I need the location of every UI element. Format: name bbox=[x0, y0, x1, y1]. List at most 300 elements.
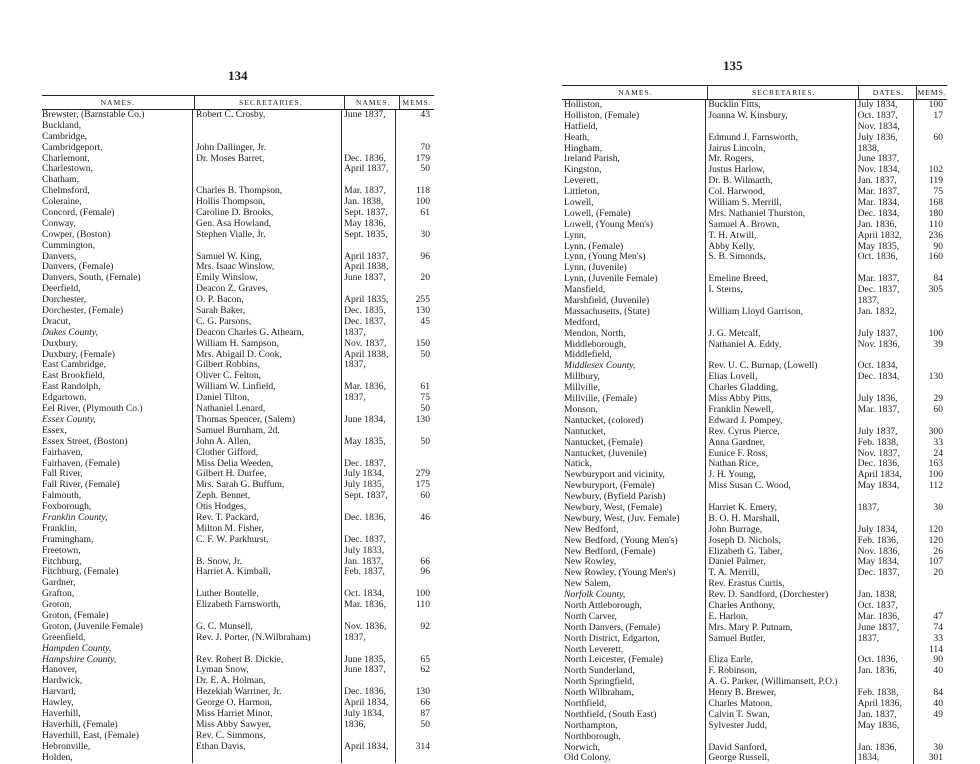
date-cell: April 1837, bbox=[341, 252, 395, 263]
date-cell: Dec. 1837, bbox=[855, 568, 913, 579]
header-secretaries: SECRETARIES. bbox=[707, 86, 858, 99]
secretary-cell: Rev. C. Simmons, bbox=[192, 731, 341, 742]
members-cell: 66 bbox=[395, 698, 434, 709]
name-cell: Hingham, bbox=[564, 143, 603, 154]
date-cell: July 1835, bbox=[341, 480, 395, 491]
secretary-cell: Mrs. Nathaniel Thurston, bbox=[705, 209, 854, 220]
secretary-cell: I. Sterns, bbox=[705, 285, 854, 296]
date-cell bbox=[341, 753, 395, 764]
date-cell: June 1837, bbox=[855, 623, 913, 634]
date-cell: Dec. 1837, bbox=[341, 535, 395, 546]
name-cell: Essex Street, (Boston) bbox=[42, 436, 128, 447]
secretary-cell: Thomas Spencer, (Salem) bbox=[192, 415, 341, 426]
members-cell: 84 bbox=[913, 688, 947, 699]
date-cell bbox=[855, 416, 913, 427]
table-row bbox=[42, 415, 434, 426]
name-cell: Lynn, (Young Men's) bbox=[564, 252, 646, 263]
date-cell: June 1837, bbox=[341, 110, 395, 121]
page-number: 134 bbox=[228, 68, 248, 83]
secretary-cell: Miss Abby Pitts, bbox=[705, 394, 854, 405]
table-row bbox=[42, 339, 434, 350]
table-row bbox=[42, 121, 434, 132]
name-cell: Falmouth, bbox=[42, 491, 82, 502]
secretary-cell: Dr. E. A. Holman, bbox=[192, 676, 341, 687]
date-cell: Dec. 1835, bbox=[341, 306, 395, 317]
members-cell: 120 bbox=[913, 525, 947, 536]
name-cell: Danvers, (Female) bbox=[42, 262, 114, 273]
secretary-cell: Nathan Rice, bbox=[705, 459, 854, 470]
members-cell bbox=[913, 144, 947, 155]
secretary-cell: Sylvester Judd, bbox=[705, 721, 854, 732]
table-row bbox=[562, 405, 947, 416]
table-row bbox=[42, 480, 434, 491]
members-cell bbox=[395, 644, 434, 655]
secretary-cell: Sarah Baker, bbox=[192, 306, 341, 317]
name-cell: Lowell, (Young Men's) bbox=[564, 219, 653, 230]
name-cell: Fairhaven, bbox=[42, 447, 83, 458]
members-cell: 118 bbox=[395, 186, 434, 197]
date-cell: Feb. 1838, bbox=[855, 688, 913, 699]
secretary-cell: Oliver C. Felton, bbox=[192, 371, 341, 382]
table-row bbox=[42, 241, 434, 252]
members-cell bbox=[395, 753, 434, 764]
table-row bbox=[562, 459, 947, 470]
name-cell: Groton, (Female) bbox=[42, 610, 109, 621]
secretary-cell: E. Harlon, bbox=[705, 612, 854, 623]
society-table bbox=[42, 95, 434, 763]
table-row bbox=[42, 208, 434, 219]
table-row bbox=[562, 732, 947, 743]
date-cell bbox=[855, 677, 913, 688]
name-cell: Fitchburg, (Female) bbox=[42, 567, 119, 578]
members-cell: 100 bbox=[913, 470, 947, 481]
table-row bbox=[42, 687, 434, 698]
secretary-cell: Miss Delia Weeden, bbox=[192, 459, 341, 470]
members-cell: 43 bbox=[395, 110, 434, 121]
table-row bbox=[562, 187, 947, 198]
secretary-cell: Rev. Erastus Curtis, bbox=[705, 579, 854, 590]
table-row bbox=[562, 285, 947, 296]
members-cell bbox=[395, 360, 434, 371]
table-row bbox=[562, 427, 947, 438]
table-row bbox=[562, 557, 947, 568]
date-cell: Nov. 1834, bbox=[855, 122, 913, 133]
secretary-cell: Ethan Davis, bbox=[192, 742, 341, 753]
secretary-cell: B. O. H. Marshall, bbox=[705, 514, 854, 525]
name-cell: Haverhill, East, (Female) bbox=[42, 730, 139, 741]
members-cell: 130 bbox=[395, 306, 434, 317]
members-cell: 46 bbox=[395, 513, 434, 524]
members-cell bbox=[395, 328, 434, 339]
members-cell bbox=[395, 633, 434, 644]
secretary-cell: Stephen Vialle, Jr. bbox=[192, 230, 341, 241]
name-cell: Charlestown, bbox=[42, 164, 93, 175]
secretary-cell bbox=[192, 175, 341, 186]
table-row bbox=[42, 676, 434, 687]
members-cell bbox=[913, 296, 947, 307]
members-cell: 39 bbox=[913, 340, 947, 351]
name-cell: Franklin, bbox=[42, 523, 77, 534]
members-cell bbox=[913, 677, 947, 688]
secretary-cell bbox=[192, 121, 341, 132]
table-row bbox=[562, 514, 947, 525]
secretary-cell: Samuel W. King, bbox=[192, 252, 341, 263]
date-cell: Mar. 1836, bbox=[855, 612, 913, 623]
date-cell bbox=[855, 318, 913, 329]
date-cell: July 1834, bbox=[341, 469, 395, 480]
name-cell: Harvard, bbox=[42, 687, 76, 698]
secretary-cell: Jairus Lincoln, bbox=[705, 144, 854, 155]
members-cell: 47 bbox=[913, 612, 947, 623]
table-row bbox=[562, 318, 947, 329]
date-cell: Oct. 1836, bbox=[855, 252, 913, 263]
table-row bbox=[42, 175, 434, 186]
name-cell: Haverhill, bbox=[42, 708, 81, 719]
date-cell bbox=[341, 611, 395, 622]
name-cell: Lynn, (Juvenile) bbox=[564, 263, 627, 274]
name-cell: New Rowley, (Young Men's) bbox=[564, 568, 676, 579]
name-cell: East Cambridge, bbox=[42, 360, 106, 371]
secretary-cell: O. P. Bacon, bbox=[192, 295, 341, 306]
secretary-cell bbox=[192, 241, 341, 252]
secretary-cell: G. C. Munsell, bbox=[192, 622, 341, 633]
members-cell bbox=[395, 546, 434, 557]
date-cell: June 1835, bbox=[341, 655, 395, 666]
date-cell: 1838, bbox=[855, 144, 913, 155]
name-cell: Hardwick, bbox=[42, 676, 83, 687]
name-cell: Lowell, (Female) bbox=[564, 208, 631, 219]
secretary-cell: Caroline D. Brooks, bbox=[192, 208, 341, 219]
name-cell: Hampshire County, bbox=[42, 654, 117, 665]
table-row bbox=[562, 503, 947, 514]
table-row bbox=[42, 578, 434, 589]
secretary-cell: Charles Anthony, bbox=[705, 601, 854, 612]
secretary-cell bbox=[192, 578, 341, 589]
members-cell bbox=[395, 578, 434, 589]
name-cell: New Salem, bbox=[564, 579, 611, 590]
date-cell: April 1835, bbox=[341, 295, 395, 306]
members-cell bbox=[913, 721, 947, 732]
date-cell: Jan. 1837, bbox=[855, 710, 913, 721]
members-cell bbox=[395, 459, 434, 470]
date-cell: Jan. 1836, bbox=[855, 220, 913, 231]
members-cell: 29 bbox=[913, 394, 947, 405]
members-cell bbox=[395, 371, 434, 382]
members-cell: 110 bbox=[395, 600, 434, 611]
name-cell: Newburyport, (Female) bbox=[564, 481, 655, 492]
secretary-cell: Robert C. Crosby, bbox=[192, 110, 341, 121]
table-row bbox=[42, 459, 434, 470]
name-cell: Haverhill, (Female) bbox=[42, 719, 118, 730]
secretary-cell: Mrs. Abigail D. Cook, bbox=[192, 350, 341, 361]
date-cell: Nov. 1834, bbox=[855, 165, 913, 176]
members-cell: 50 bbox=[395, 350, 434, 361]
name-cell: Hampden County, bbox=[42, 643, 112, 654]
name-cell: Leverett, bbox=[564, 176, 599, 187]
members-cell: 30 bbox=[395, 230, 434, 241]
table-row bbox=[42, 154, 434, 165]
date-cell bbox=[341, 676, 395, 687]
table-row bbox=[562, 623, 947, 634]
secretary-cell: Milton M. Fisher, bbox=[192, 524, 341, 535]
table-row bbox=[42, 360, 434, 371]
name-cell: Deerfield, bbox=[42, 284, 81, 295]
date-cell: July 1837, bbox=[855, 329, 913, 340]
secretary-cell bbox=[705, 296, 854, 307]
name-cell: Coleraine, bbox=[42, 197, 82, 208]
date-cell: April 1838, bbox=[341, 350, 395, 361]
members-cell bbox=[395, 175, 434, 186]
table-row bbox=[562, 111, 947, 122]
secretary-cell: Abby Kelly, bbox=[705, 242, 854, 253]
date-cell: Sept. 1835, bbox=[341, 230, 395, 241]
table-row bbox=[562, 416, 947, 427]
members-cell: 62 bbox=[395, 665, 434, 676]
members-cell: 61 bbox=[395, 208, 434, 219]
members-cell: 45 bbox=[395, 317, 434, 328]
table-row bbox=[42, 655, 434, 666]
table-row bbox=[562, 209, 947, 220]
date-cell: April 1836, bbox=[855, 699, 913, 710]
name-cell: Essex County, bbox=[42, 414, 96, 425]
table-row bbox=[42, 731, 434, 742]
secretary-cell: Lyman Snow, bbox=[192, 665, 341, 676]
date-cell: 1837, bbox=[341, 633, 395, 644]
date-cell: Oct. 1834, bbox=[341, 589, 395, 600]
name-cell: Northampton, bbox=[564, 720, 618, 731]
members-cell: 279 bbox=[395, 469, 434, 480]
secretary-cell bbox=[192, 611, 341, 622]
members-cell: 75 bbox=[395, 393, 434, 404]
name-cell: Ireland Parish, bbox=[564, 154, 620, 165]
table-row bbox=[42, 502, 434, 513]
secretary-cell bbox=[705, 732, 854, 743]
secretary-cell: Rev. U. C. Burnap, (Lowell) bbox=[705, 361, 854, 372]
date-cell: Oct. 1837, bbox=[855, 111, 913, 122]
date-cell: Mar. 1834, bbox=[855, 198, 913, 209]
name-cell: Holden, bbox=[42, 752, 73, 763]
secretary-cell: F. Robinson, bbox=[705, 666, 854, 677]
name-cell: Newbury, (Byfield Parish) bbox=[564, 492, 666, 503]
table-row bbox=[42, 709, 434, 720]
table-row bbox=[42, 219, 434, 230]
members-cell: 75 bbox=[913, 187, 947, 198]
header-dates: DATES. bbox=[858, 86, 917, 99]
name-cell: Nantucket, (Juvenile) bbox=[564, 448, 647, 459]
name-cell: North Danvers, (Female) bbox=[564, 622, 661, 633]
members-cell: 90 bbox=[913, 655, 947, 666]
members-cell: 305 bbox=[913, 285, 947, 296]
secretary-cell: Calvin T. Swan, bbox=[705, 710, 854, 721]
name-cell: East Randolph, bbox=[42, 382, 101, 393]
members-cell: 102 bbox=[913, 165, 947, 176]
name-cell: Newbury, West, (Juv. Female) bbox=[564, 513, 680, 524]
table-row bbox=[562, 350, 947, 361]
secretary-cell: Edmund J. Farnsworth, bbox=[705, 133, 854, 144]
date-cell: June 1837, bbox=[341, 273, 395, 284]
members-cell bbox=[395, 262, 434, 273]
members-cell bbox=[913, 732, 947, 743]
secretary-cell: Rev. Robert B. Dickie, bbox=[192, 655, 341, 666]
table-row bbox=[42, 524, 434, 535]
members-cell: 100 bbox=[395, 197, 434, 208]
secretary-cell: Hollis Thompson, bbox=[192, 197, 341, 208]
name-cell: Northborough, bbox=[564, 731, 621, 742]
secretary-cell: Samuel Butler, bbox=[705, 634, 854, 645]
members-cell bbox=[913, 590, 947, 601]
secretary-cell: C. F. W. Parkhurst, bbox=[192, 535, 341, 546]
table-row bbox=[42, 742, 434, 753]
secretary-cell: B. Snow, Jr. bbox=[192, 557, 341, 568]
table-row bbox=[42, 557, 434, 568]
secretary-cell: Elizabeth Farnsworth, bbox=[192, 600, 341, 611]
date-cell: Jan. 1836, bbox=[855, 743, 913, 754]
secretary-cell: William Lloyd Garrison, bbox=[705, 307, 854, 318]
secretary-cell: Rev. D. Sandford, (Dorchester) bbox=[705, 590, 854, 601]
members-cell: 50 bbox=[395, 404, 434, 415]
secretary-cell: Charles Matoon, bbox=[705, 699, 854, 710]
date-cell: Mar. 1837, bbox=[855, 405, 913, 416]
secretary-cell: Gilbert Robbins, bbox=[192, 360, 341, 371]
members-cell bbox=[913, 416, 947, 427]
date-cell bbox=[341, 143, 395, 154]
table-row bbox=[42, 186, 434, 197]
name-cell: Franklin County, bbox=[42, 512, 108, 523]
date-cell: Dec. 1837, bbox=[341, 317, 395, 328]
secretary-cell: John Burrage, bbox=[705, 525, 854, 536]
table-row bbox=[42, 448, 434, 459]
name-cell: Lowell, bbox=[564, 198, 594, 209]
name-cell: Holliston, (Female) bbox=[564, 110, 640, 121]
secretary-cell: Mrs. Sarah G. Buffum, bbox=[192, 480, 341, 491]
name-cell: Mendon, North, bbox=[564, 328, 626, 339]
secretary-cell: T. A. Merrill, bbox=[705, 568, 854, 579]
table-row bbox=[562, 329, 947, 340]
secretary-cell: Miss Harriet Minot, bbox=[192, 709, 341, 720]
name-cell: Groton, (Juvenile Female) bbox=[42, 621, 143, 632]
name-cell: Nantucket, (Female) bbox=[564, 437, 643, 448]
secretary-cell: Hezekiah Warriner, Jr. bbox=[192, 687, 341, 698]
name-cell: Dorchester, bbox=[42, 295, 87, 306]
members-cell: 175 bbox=[395, 480, 434, 491]
members-cell: 314 bbox=[395, 742, 434, 753]
secretary-cell: John A. Allen, bbox=[192, 437, 341, 448]
name-cell: Northfield, (South East) bbox=[564, 709, 657, 720]
secretary-cell: Edward J. Pompey, bbox=[705, 416, 854, 427]
table-row bbox=[562, 688, 947, 699]
secretary-cell: John Dallinger, Jr. bbox=[192, 143, 341, 154]
header-names: NAMES. bbox=[618, 88, 653, 97]
date-cell: Jan. 1838, bbox=[341, 197, 395, 208]
date-cell bbox=[341, 404, 395, 415]
members-cell bbox=[913, 122, 947, 133]
name-cell: Middleborough, bbox=[564, 339, 627, 350]
secretary-cell: Dr. Moses Barret, bbox=[192, 154, 341, 165]
table-row bbox=[42, 513, 434, 524]
secretary-cell: J. G. Metcalf, bbox=[705, 329, 854, 340]
society-table bbox=[562, 85, 947, 764]
members-cell: 96 bbox=[395, 252, 434, 263]
date-cell bbox=[341, 371, 395, 382]
date-cell bbox=[341, 448, 395, 459]
name-cell: North Carver, bbox=[564, 611, 617, 622]
table-row bbox=[42, 382, 434, 393]
members-cell: 168 bbox=[913, 198, 947, 209]
members-cell bbox=[395, 132, 434, 143]
table-row bbox=[562, 579, 947, 590]
members-cell: 180 bbox=[913, 209, 947, 220]
secretary-cell bbox=[192, 546, 341, 557]
members-cell bbox=[913, 492, 947, 503]
members-cell bbox=[395, 611, 434, 622]
date-cell bbox=[341, 731, 395, 742]
table-row bbox=[562, 340, 947, 351]
header-secretaries: SECRETARIES. bbox=[194, 96, 345, 109]
date-cell: April 1834, bbox=[341, 698, 395, 709]
name-cell: Nantucket, bbox=[564, 426, 606, 437]
name-cell: Hebronville, bbox=[42, 741, 91, 752]
date-cell: Dec. 1837, bbox=[855, 285, 913, 296]
table-row bbox=[562, 438, 947, 449]
secretary-cell: Daniel Palmer, bbox=[705, 557, 854, 568]
table-row bbox=[562, 753, 947, 764]
members-cell: 61 bbox=[395, 382, 434, 393]
date-cell: Dec. 1836, bbox=[855, 459, 913, 470]
members-cell: 33 bbox=[913, 438, 947, 449]
members-cell: 130 bbox=[395, 687, 434, 698]
members-cell: 100 bbox=[913, 329, 947, 340]
members-cell: 24 bbox=[913, 449, 947, 460]
table-row bbox=[562, 568, 947, 579]
members-cell bbox=[395, 448, 434, 459]
name-cell: Duxbury, bbox=[42, 338, 78, 349]
header-names: NAMES. bbox=[100, 98, 136, 107]
table-row bbox=[562, 122, 947, 133]
members-cell bbox=[395, 676, 434, 687]
members-cell: 49 bbox=[913, 710, 947, 721]
table-row bbox=[562, 492, 947, 503]
name-cell: North Leverett, bbox=[564, 644, 624, 655]
date-cell bbox=[341, 241, 395, 252]
name-cell: New Bedford, bbox=[564, 524, 619, 535]
secretary-cell bbox=[192, 132, 341, 143]
date-cell: June 1837, bbox=[341, 665, 395, 676]
name-cell: New Bedford, (Young Men's) bbox=[564, 535, 678, 546]
members-cell bbox=[395, 731, 434, 742]
table-row bbox=[42, 132, 434, 143]
name-cell: Norwich, bbox=[564, 742, 600, 753]
members-cell: 130 bbox=[913, 372, 947, 383]
table-row bbox=[562, 154, 947, 165]
date-cell: 1837, bbox=[341, 393, 395, 404]
name-cell: Freetown, bbox=[42, 545, 81, 556]
table-row bbox=[42, 197, 434, 208]
table-row bbox=[562, 612, 947, 623]
date-cell: Oct. 1834, bbox=[855, 361, 913, 372]
date-cell bbox=[855, 645, 913, 656]
table-row bbox=[562, 307, 947, 318]
left-page bbox=[0, 0, 490, 763]
table-row bbox=[562, 176, 947, 187]
members-cell bbox=[913, 361, 947, 372]
date-cell: May 1834, bbox=[855, 557, 913, 568]
secretary-cell: Luther Boutelle, bbox=[192, 589, 341, 600]
members-cell bbox=[395, 219, 434, 230]
members-cell: 255 bbox=[395, 295, 434, 306]
secretary-cell: Rev. T. Packard, bbox=[192, 513, 341, 524]
name-cell: Cambridge, bbox=[42, 131, 88, 142]
name-cell: Cowper, (Boston) bbox=[42, 229, 111, 240]
